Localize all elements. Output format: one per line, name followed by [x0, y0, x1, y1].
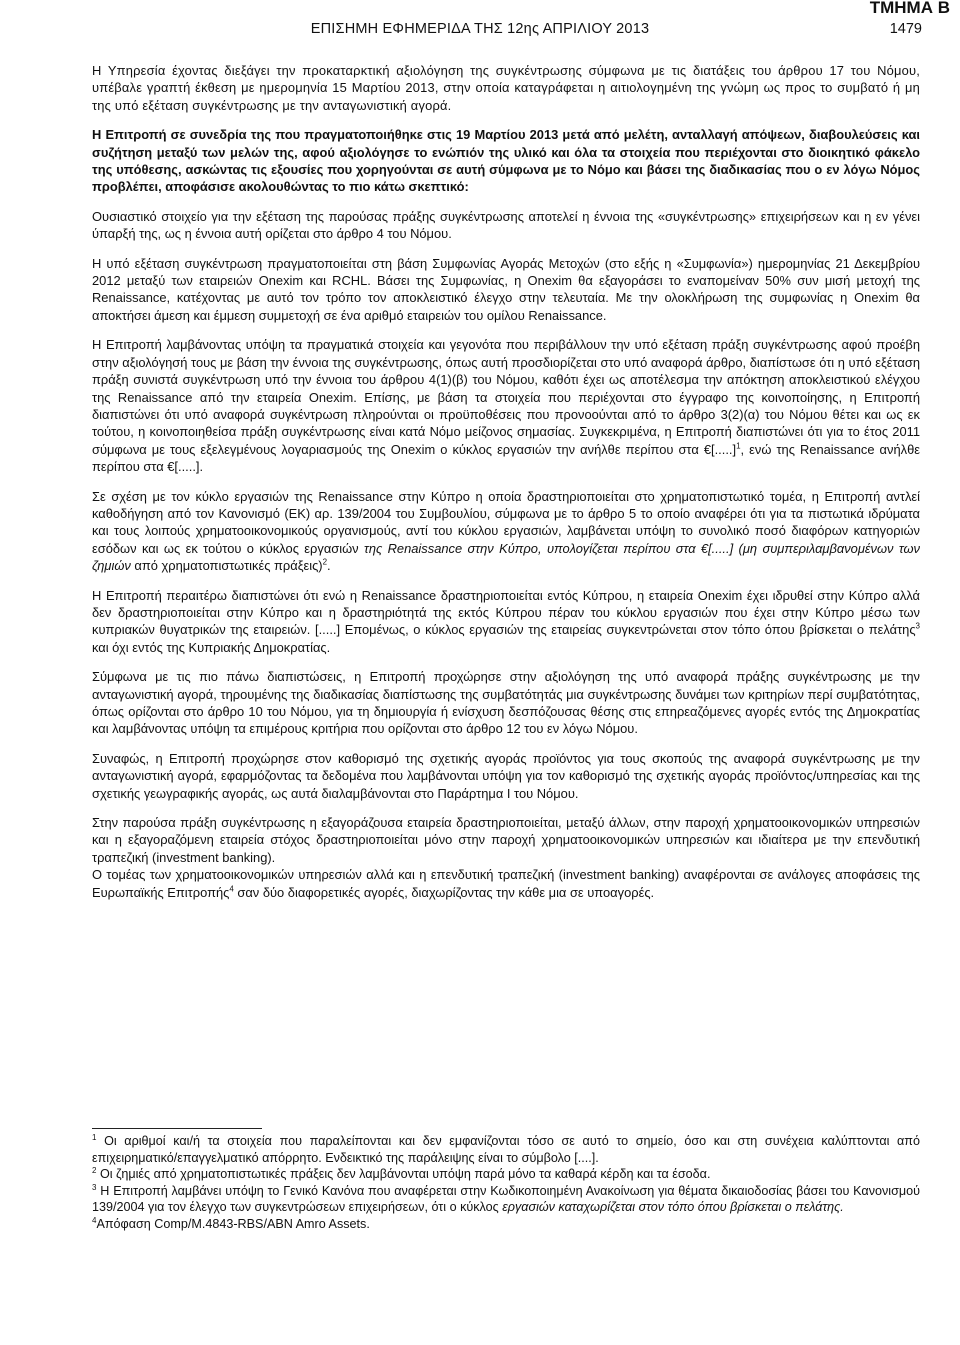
footnote-ref-3: 3	[915, 622, 920, 632]
paragraph-turnover-text: Σε σχέση με τον κύκλο εργασιών της Renaissance στην Κύπρο η οποία δραστηριοποιείται στο χρηματοπιστωτικό τομέα, η Επιτροπή αντλεί καθοδήγηση από τον Κανονισμό (ΕΚ) αρ. 139/2004 του Συμβουλίου, σύμφωνα με το άρθρο 5 το οποίο αναφέρει ότι για τα πιστωτικά ιδρύματα και τους λοιπούς χρηματοοικονομικούς οργανισμούς, αντί του κύκλου εργασιών, λαμβάνεται υπόψη το συνολικό ποσό διαφόρων κατηγοριών εσόδων και ως εκ τούτου ο κύκλος εργασιών	[92, 488, 920, 556]
paragraph-onexim-text: Η Επιτροπή περαιτέρω διαπιστώνει ότι ενώ η Renaissance δραστηριοποιείται εντός Κύπρου, η εταιρεία Onexim έχει ιδρυθεί στην Κύπρο αλλά δεν δραστηριοποιείται στην Κύπρο και η δραστηριότητά της εκτός Κύπρου πέραν του κύκλου εργασιών που έχει στην Κύπρο μέσω των κυπριακών θυγατρικών της εταιρειών. [.....] Επομένως, ο κύκλος εργασιών της εταιρείας συγκεντρώνεται στον τόπο όπου βρίσκεται ο πελάτης	[92, 587, 920, 638]
paragraph-activities: Στην παρούσα πράξη συγκέντρωσης η εξαγοράζουσα εταιρεία δραστηριοποιείται, μεταξύ άλλων, στην παροχή χρηματοοικονομικών υπηρεσιών και η εξαγοραζόμενη εταιρεία στόχος δραστηριοποιείται μόνο στην παροχή χρηματοοικονομικών υπηρεσιών και ιδιαίτερα με την επενδυτική τραπεζική (investment banking).	[92, 815, 920, 865]
document-body	[92, 62, 920, 913]
paragraph-concentration-concept: Ουσιαστικό στοιχείο για την εξέταση της παρούσας πράξης συγκέντρωσης αποτελεί η έννοια της «συγκέντρωσης» επιχειρήσεων και η εν γένει ύπαρξή της, ως η έννοια αυτή ορίζεται στο άρθρο 4 του Νόμου.	[92, 208, 920, 242]
gazette-title: ΕΠΙΣΗΜΗ ΕΦΗΜΕΡΙΔΑ ΤΗΣ 12ης ΑΠΡΙΛΙΟΥ 2013	[310, 21, 650, 37]
footnote-ref-2: 2	[322, 557, 328, 567]
paragraph-preliminary-assessment: Η Υπηρεσία έχοντας διεξάγει την προκαταρκτική αξιολόγηση της συγκέντρωσης σύμφωνα με τις διατάξεις του άρθρου 17 του Νόμου, υπέβαλε γραπτή έκθεση με ημερομηνία 15 Μαρτίου 2013, στην οποία καταγράφεται η αιτιολογημένη της γνώμη ως προς το συμβατό ή μη της υπό εξέταση συγκέντρωσης με την ανταγωνιστική αγορά.	[92, 63, 920, 113]
paragraph-turnover-end: από χρηματοπιστωτικές πράξεις)	[134, 558, 323, 574]
paragraph-turnover-italic: της Renaissance στην Κύπρο, υπολογίζεται περίπου στα €[.....] (μη συμπεριλαμβανομένων των ζημιών	[92, 540, 920, 574]
paragraph-sector	[92, 866, 920, 901]
paragraph-sector-text: Ο τομέας των χρηματοοικονομικών υπηρεσιών αλλά και η επενδυτική τραπεζική (investment banking) αναφέρονται σε ανάλογες αποφάσεις της Ευρωπαϊκής Επιτροπής	[92, 867, 920, 900]
footnote-3-text: Η Επιτροπή λαμβάνει υπόψη το Γενικό Κανόνα που αναφέρεται στην Κωδικοποιημένη Ανακοίνωση για θέματα δικαιοδοσίας βάσει του Κανονισμού 139/2004 για τον έλεγχο των συγκεντρώσεων επιχειρήσεων, ότι ο κύκλος	[92, 1183, 921, 1215]
paragraph-share-purchase-agreement: Η υπό εξέταση συγκέντρωση πραγματοποιείται στη βάση Συμφωνίας Αγοράς Μετοχών (στο εξής η «Συμφωνία») ημερομηνίας 21 Δεκεμβρίου 2012 μεταξύ των εταιρειών Onexim και RCHL. Βάσει της Συμφωνίας, η Onexim θα εξαγοράσει το εναπομείναν 50% συν μισή μετοχή της Renaissance, κατέχοντας με αυτό τον τρόπο τον αποκλειστικό έλεγχο στην τελευταία. Με την ολοκλήρωση της συμφωνίας η Onexim θα αποκτήσει άμεση και έμμεση συμμετοχή σε ένα αριθμό εταιρειών του ομίλου Renaissance.	[92, 255, 920, 323]
paragraph-assessment-text: Η Επιτροπή λαμβάνοντας υπόψη τα πραγματικά στοιχεία και γεγονότα που περιβάλλουν την υπό εξέταση πράξη συγκέντρωσης αφού προέβη στην αξιολόγησή τους με βάση την έννοια της συγκέντρωσης, όπως αυτή προσδιορίζεται στο υπό αναφορά άρθρο, διαπίστωσε ότι η υπό εξέταση πράξη συνιστά συγκέντρωση υπό την έννοια του άρθρου 4(1)(β) του Νόμου, καθότι έχει ως αποτέλεσμα την απόκτηση αποκλειστικού ελέγχου της Renaissance από την εταιρεία Onexim. Επίσης, με βάση τα στοιχεία που περιέχονται στο έγγραφο της κοινοποίησης, η Επιτροπή διαπιστώνει ότι υπό αναφορά συγκέντρωση πληρούνται οι προϋποθέσεις που προνοούνται από το άρθρο 3(2)(α) του Νόμου θέτει και ως εκ τούτου, η κοινοποιηθείσα πράξη συγκέντρωσης είναι κατά Νόμο μείζονος σημασίας. Συγκεκριμένα, η Επιτροπή διαπιστώνει ότι για το έτος 2011 σύμφωνα με τους εξελεγμένους λογαριασμούς της Onexim ο κύκλος εργασιών την ανήλθε περίπου στα €[.....]	[92, 337, 920, 457]
footnote-divider	[92, 1128, 262, 1129]
section-label: ΤΜΗΜΑ Β	[869, 0, 950, 17]
footnote-ref-4: 4	[229, 884, 234, 894]
footnote-3-mark: 3	[92, 1182, 97, 1192]
footnote-3	[92, 1183, 920, 1216]
footnote-3-italic: εργασιών καταχωρίζεται στον τόπο όπου βρίσκεται ο πελάτης.	[502, 1200, 844, 1215]
paragraph-committee-session: Η Επιτροπή σε συνεδρία της που πραγματοποιήθηκε στις 19 Μαρτίου 2013 μετά από μελέτη, ανταλλαγή απόψεων, διαβουλεύσεις και συζήτηση μεταξύ των μελών της, αφού αξιολόγησε το ενώπιόν της υλικό και όλα τα στοιχεία που περιέχονται στο διοικητικό φάκελο της υπόθεσης, ασκώντας τις εξουσίες που χορηγούνται σε αυτή σύμφωνα με το Νόμο και βάσει της διαδικασίας που ο εν λόγω Νόμος προβλέπει, αποφάσισε ακολουθώντας το πιο κάτω σκεπτικό:	[92, 127, 920, 195]
footnote-1-mark: 1	[92, 1132, 97, 1142]
paragraph-compatibility: Σύμφωνα με τις πιο πάνω διαπιστώσεις, η Επιτροπή προχώρησε στην αξιολόγηση της υπό αναφορά πράξης συγκέντρωσης με την ανταγωνιστική αγορά, τηρουμένης της διαδικασίας διαπίστωσης της συμβατότητάς μια συγκέντρωσης δυνάμει των κριτηρίων περί συμβατότητας, όπως ορίζονται στο άρθρο 10 του Νόμου, για τη δημιουργία ή ενίσχυση δεσπόζουσας θέσης στις επηρεαζόμενες αγορές εντός της Δημοκρατίας και λαμβάνοντας υπόψη τα επιμέρους κριτήρια που ορίζονται στο άρθρο 12 του εν λόγω Νόμου.	[92, 669, 920, 737]
paragraph-assessment	[92, 336, 920, 475]
footnote-2-mark: 2	[92, 1166, 97, 1175]
footnote-ref-1: 1	[736, 441, 741, 451]
paragraph-sector-end: σαν δύο διαφορετικές αγορές, διαχωρίζοντας την κάθε μια σε υποαγορές.	[233, 884, 655, 900]
paragraph-turnover-period: .	[327, 558, 331, 574]
footnote-1	[92, 1133, 920, 1166]
footnote-4-text: Απόφαση Comp/M.4843-RBS/ABN Amro Assets.	[96, 1216, 370, 1231]
paragraph-assessment-end: , ενώ της Renaissance ανήλθε περίπου στα €[.....].	[92, 441, 920, 475]
paragraph-market-definition: Συναφώς, η Επιτροπή προχώρησε στον καθορισμό της σχετικής αγοράς προϊόντος για τους σκοπούς της αναφορά συγκέντρωσης με την ανταγωνιστική αγορά, εφαρμόζοντας τα δεδομένα που λαμβάνονται υπόψη για τον καθορισμό της σχετικής αγοράς προϊόντος/υπηρεσίας και της σχετικής γεωγραφικής αγοράς, ως αυτά διαλαμβάνονται στο Παράρτημα Ι του Νόμου.	[92, 750, 920, 801]
paragraph-onexim-end: και όχι εντός της Κυπριακής Δημοκρατίας.	[92, 639, 331, 655]
footnote-1-text: Οι αριθμοί και/ή τα στοιχεία που παραλείπονται και δεν εμφανίζονται τόσο σε αυτό το σημείο, όσο και στη συνέχεια καλύπτονται από επιχειρηματικό/επαγγελματικό απόρρητο. Ενδεικτικό της παράλειψης είναι το σύμβολο [....].	[92, 1134, 920, 1165]
paragraph-onexim-activity	[92, 587, 920, 657]
footnotes	[92, 1133, 920, 1233]
footnote-2-text: Οι ζημιές από χρηματοπιστωτικές πράξεις δεν λαμβάνονται υπόψη παρά μόνο τα καθαρά κέρδη και τα έσοδα.	[99, 1167, 711, 1182]
footnote-4-mark: 4	[92, 1215, 97, 1225]
page-number: 1479	[889, 21, 922, 37]
footnote-4	[92, 1216, 920, 1233]
paragraph-turnover-cyprus	[92, 488, 920, 575]
footnote-2	[92, 1166, 920, 1183]
